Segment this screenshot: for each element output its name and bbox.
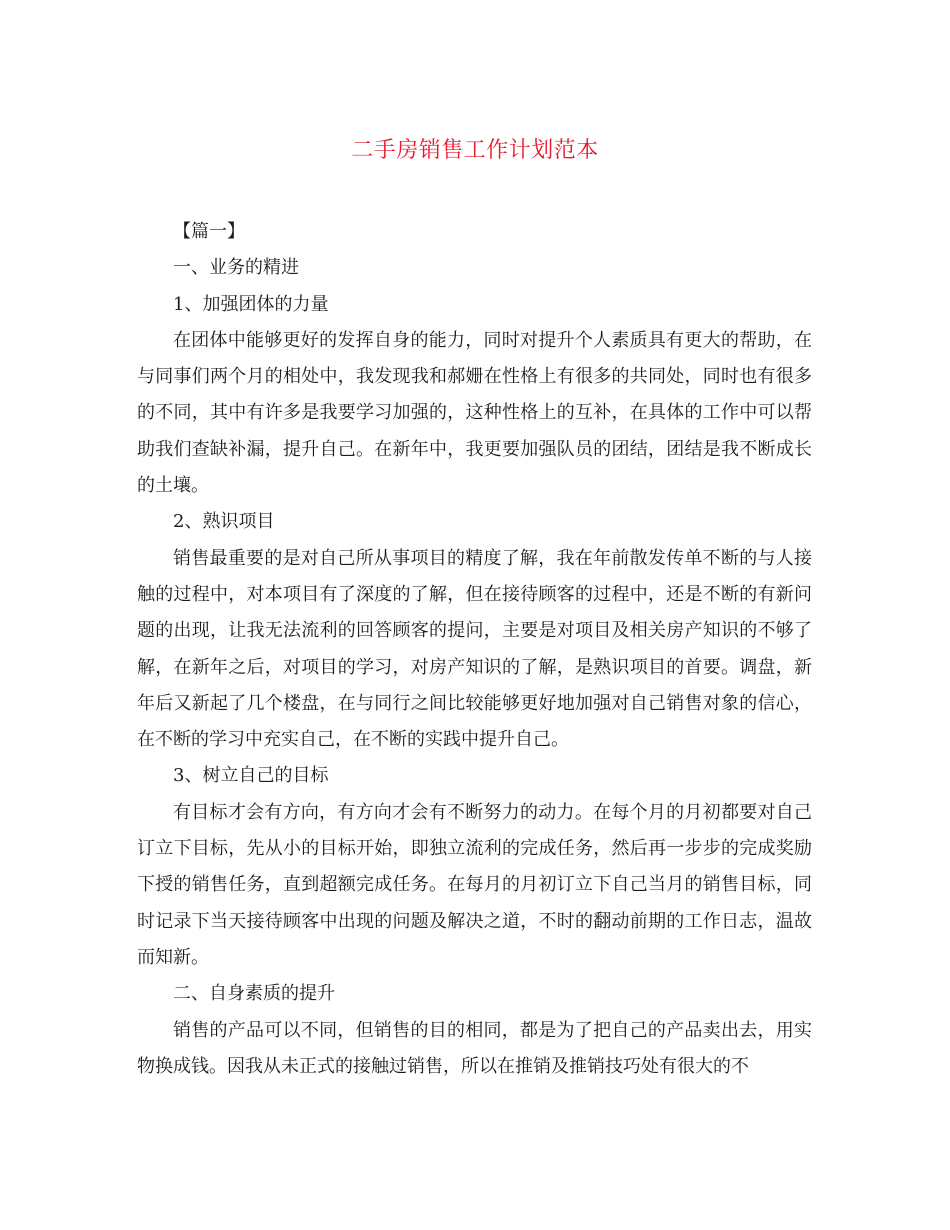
subheading-team-strength: 1、加强团体的力量: [173, 293, 329, 315]
subheading-know-project: 2、熟识项目: [173, 511, 275, 533]
paragraph-self-improvement: 销售的产品可以不同，但销售的目的相同，都是为了把自己的产品卖出去，用实物换成钱。因我从未正式的接触过销售，所以在推销及推销技巧处有很大的不: [137, 1019, 812, 1077]
paragraph-set-goals: 有目标才会有方向，有方向才会有不断努力的动力。在每个月的月初都要对自己订立下目标，先从小的目标开始，即独立流利的完成任务，然后再一步步的完成奖励下授的销售任务，直到超额完成任务。在每月的月初订立下自己当月的销售目标，同时记录下当天接待顾客中出现的问题及解决之道，不时的翻动前期的工作日志，温故而知新。: [137, 801, 812, 968]
paragraph-know-project: 销售最重要的是对自己所从事项目的精度了解，我在年前散发传单不断的与人接触的过程中，对本项目有了深度的了解，但在接待顾客的过程中，还是不断的有新问题的出现，让我无法流利的回答顾客的提问，主要是对项目及相关房产知识的不够了解，在新年之后，对项目的学习，对房产知识的了解，是熟识项目的首要。调盘，新年后又新起了几个楼盘，在与同行之间比较能够更好地加强对自己销售对象的信心，在不断的学习中充实自己，在不断的实践中提升自己。: [137, 547, 812, 751]
document-title: 二手房销售工作计划范本: [351, 138, 599, 163]
heading-business-improvement: 一、业务的精进: [173, 257, 299, 279]
section-heading-part-one: 【篇一】: [173, 221, 245, 242]
subheading-set-goals: 3、树立自己的目标: [173, 765, 329, 787]
paragraph-team-strength: 在团体中能够更好的发挥自身的能力，同时对提升个人素质具有更大的帮助，在与同事们两个月的相处中，我发现我和郝姗在性格上有很多的共同处，同时也有很多的不同，其中有许多是我要学习加强的，这种性格上的互补，在具体的工作中可以帮助我们查缺补漏，提升自己。在新年中，我更要加强队员的团结，团结是我不断成长的土壤。: [137, 329, 812, 497]
heading-self-improvement: 二、自身素质的提升: [173, 983, 335, 1005]
document-body: [137, 214, 812, 1085]
